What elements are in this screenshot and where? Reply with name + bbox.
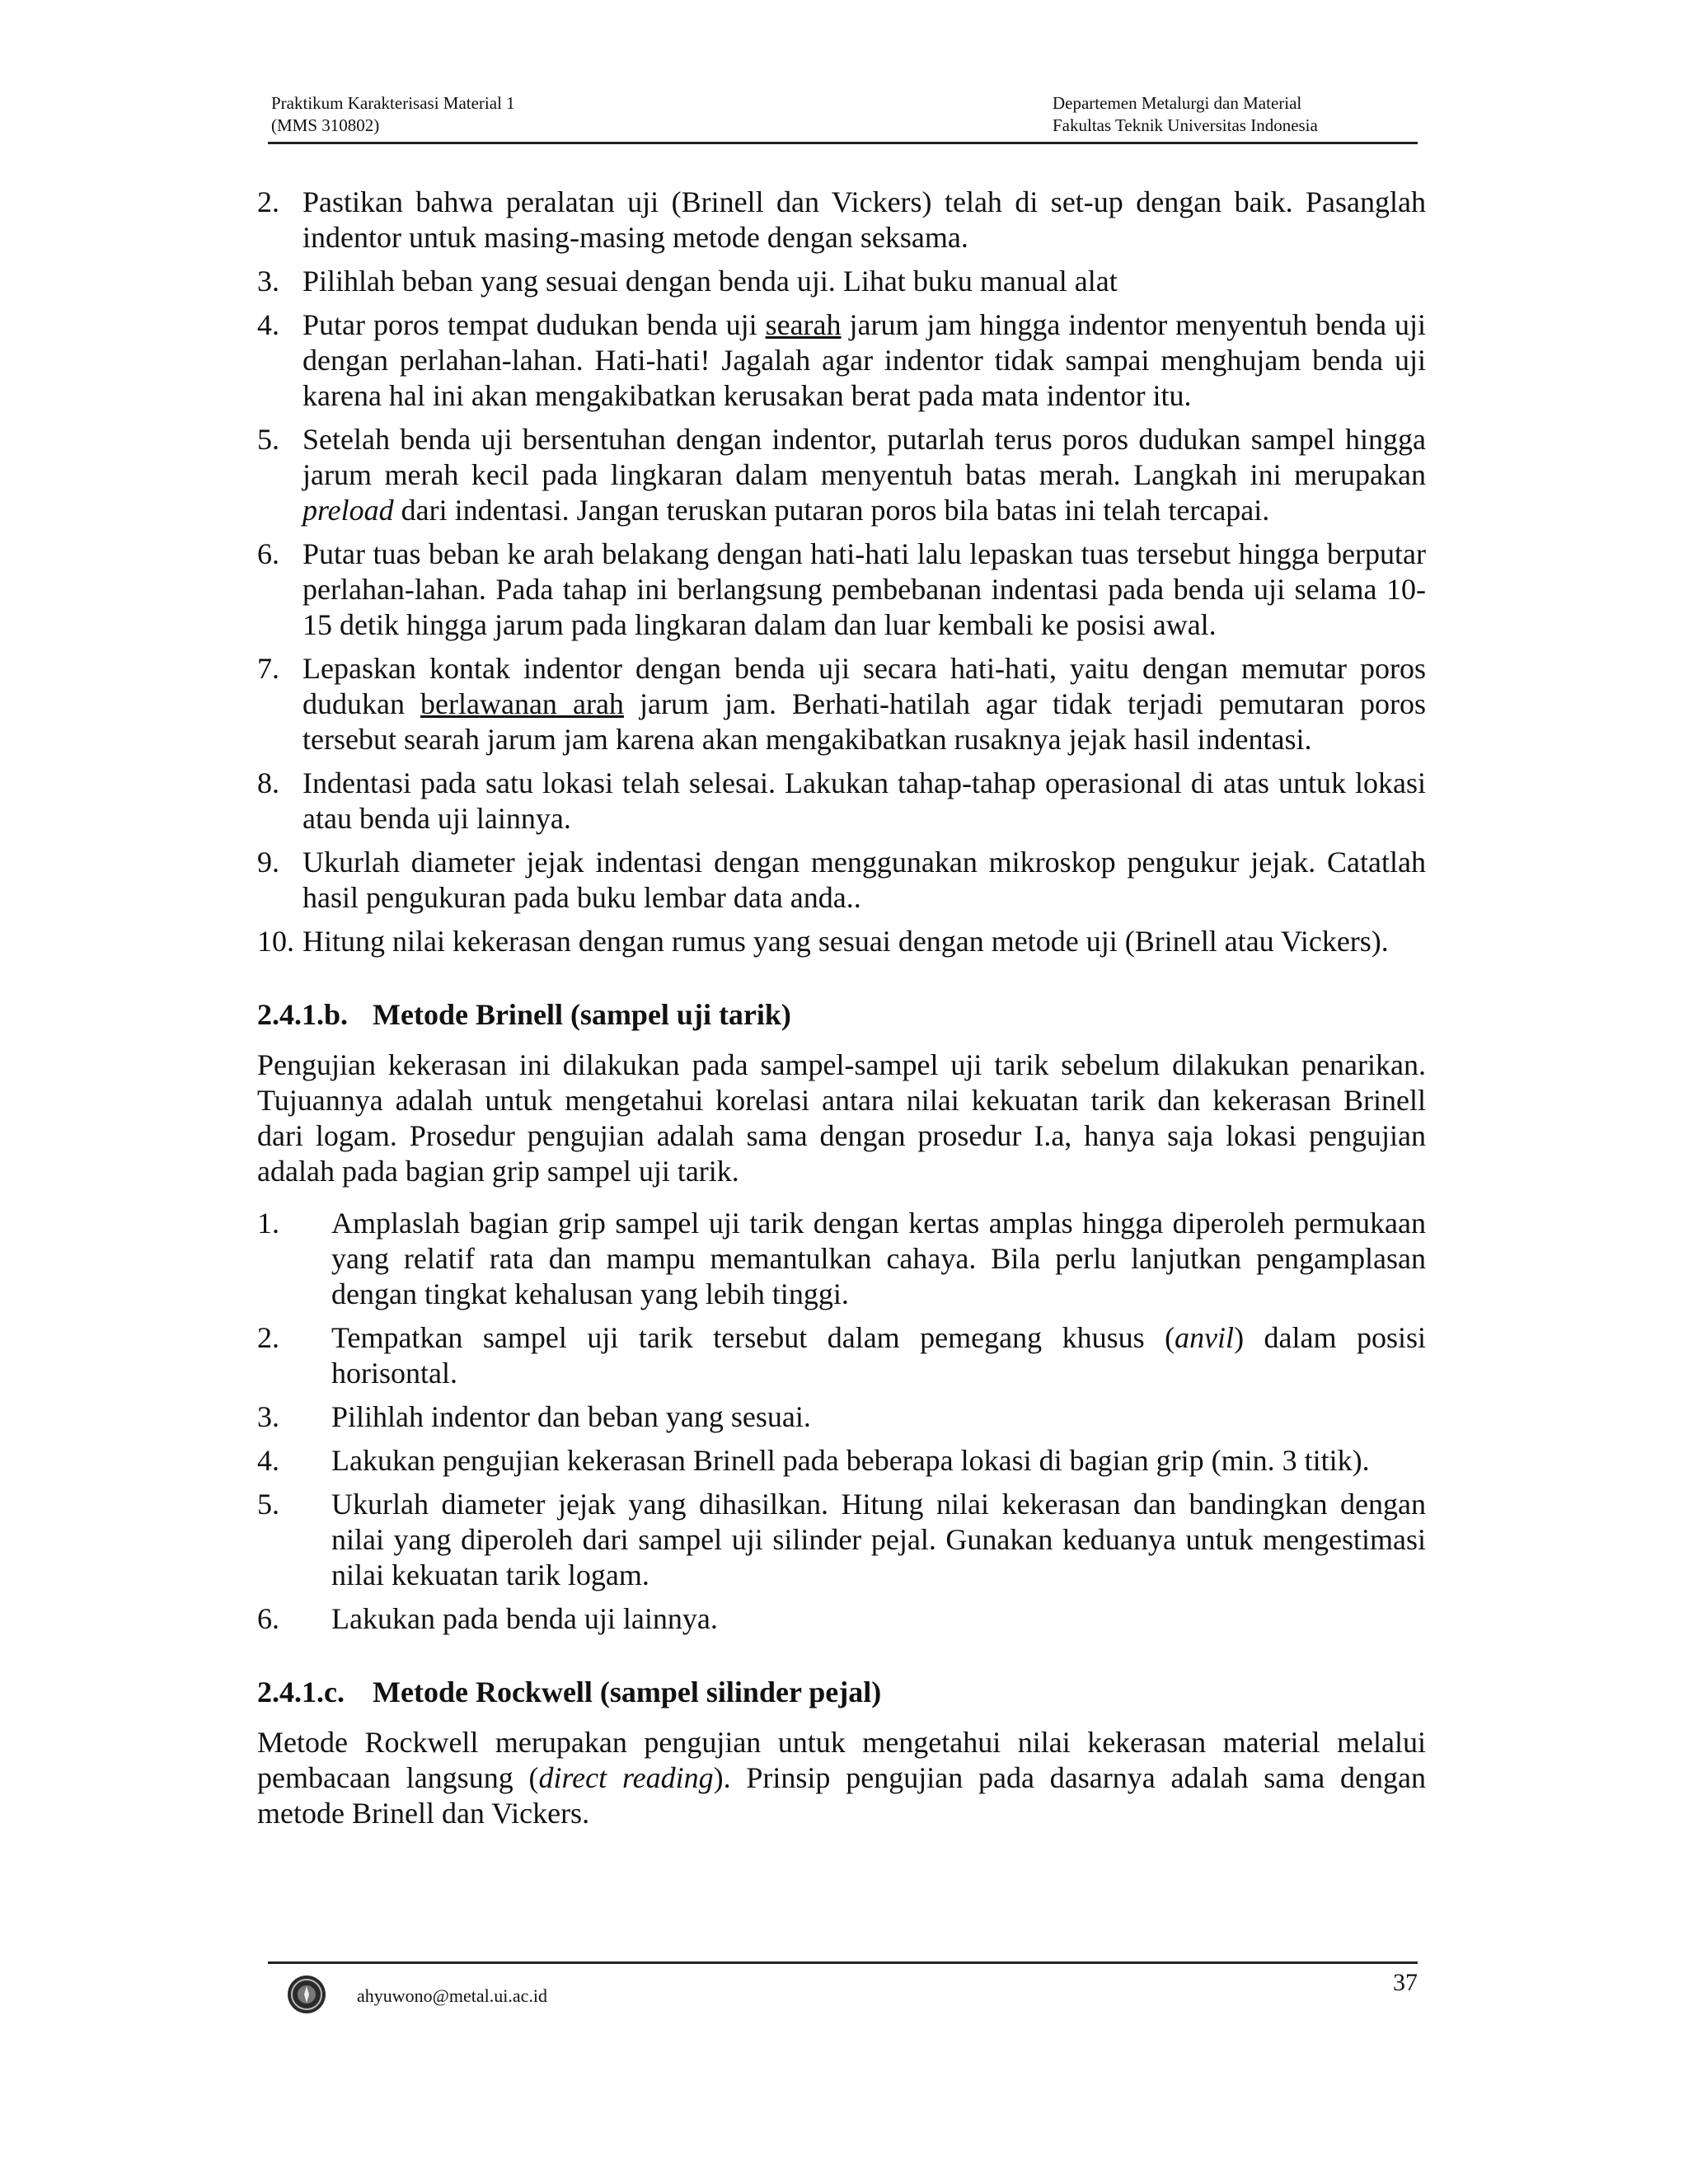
underlined-word: berlawanan arah bbox=[420, 687, 624, 720]
list-item: 8. Indentasi pada satu lokasi telah selesai. Lakukan tahap-tahap operasional di atas untuk lokasi atau benda uji lainnya. bbox=[257, 766, 1426, 835]
procedure-list-b bbox=[257, 1206, 1426, 1637]
list-item: 7. Lepaskan kontak indentor dengan benda uji secara hati-hati, yaitu dengan memutar poros dudukan berlawanan arah jarum jam. Berhati-hatilah agar tidak terjadi pemutaran poros tersebut searah jarum jam karena akan mengakibatkan rusaknya jejak hasil indentasi. bbox=[257, 652, 1426, 756]
list-item: 9. Ukurlah diameter jejak indentasi dengan menggunakan mikroskop pengukur jejak. Catatlah hasil pengukuran pada buku lembar data anda.. bbox=[257, 846, 1426, 914]
section-b-intro: Pengujian kekerasan ini dilakukan pada sampel-sampel uji tarik sebelum dilakukan penarikan. Tujuannya adalah untuk mengetahui korelasi antara nilai kekuatan tarik dan kekerasan Brinell dari logam. Prosedur pengujian adalah sama dengan prosedur I.a, hanya saja lokasi pengujian adalah pada bagian grip sampel uji tarik. bbox=[257, 1048, 1426, 1188]
page-body bbox=[257, 185, 1426, 1848]
list-item: 4. Lakukan pengujian kekerasan Brinell pada beberapa lokasi di bagian grip (min. 3 titik). bbox=[257, 1444, 1370, 1477]
list-item: 5. Setelah benda uji bersentuhan dengan indentor, putarlah terus poros dudukan sampel hingga jarum merah kecil pada lingkaran dalam menyentuh batas merah. Langkah ini merupakan preload dari indentasi. Jangan teruskan putaran poros bila batas ini telah tercapai. bbox=[257, 423, 1426, 527]
page-number: 37 bbox=[1393, 1969, 1418, 1996]
section-heading-b: 2.4.1.b. Metode Brinell (sampel uji tarik) bbox=[257, 998, 791, 1031]
list-item: 2. Pastikan bahwa peralatan uji (Brinell dan Vickers) telah di set-up dengan baik. Pasanglah indentor untuk masing-masing metode dengan seksama. bbox=[257, 185, 1426, 254]
author-email: ahyuwono@metal.ui.ac.id bbox=[357, 1985, 548, 2006]
italic-term: anvil bbox=[1175, 1321, 1235, 1354]
list-item: 1. Amplaslah bagian grip sampel uji tarik dengan kertas amplas hingga diperoleh permukaan yang relatif rata dan mampu memantulkan cahaya. Bila perlu lanjutkan pengamplasan dengan tingkat kehalusan yang lebih tinggi. bbox=[257, 1207, 1426, 1310]
procedure-list-a bbox=[257, 185, 1426, 959]
header-left bbox=[271, 92, 515, 137]
course-code: (MMS 310802) bbox=[271, 115, 380, 135]
list-item: 6. Putar tuas beban ke arah belakang dengan hati-hati lalu lepaskan tuas tersebut hingga berputar perlahan-lahan. Pada tahap ini berlangsung pembebanan indentasi pada benda uji selama 10-15 detik hingga jarum pada lingkaran dalam dan luar kembali ke posisi awal. bbox=[257, 537, 1426, 641]
underlined-word: searah bbox=[765, 308, 842, 341]
faculty-name: Fakultas Teknik Universitas Indonesia bbox=[1053, 115, 1318, 135]
page-footer bbox=[268, 1961, 1418, 2022]
list-item: 3. Pilihlah beban yang sesuai dengan benda uji. Lihat buku manual alat bbox=[257, 265, 1118, 298]
italic-term: direct reading bbox=[538, 1761, 714, 1794]
course-title: Praktikum Karakterisasi Material 1 bbox=[271, 93, 515, 113]
list-item: 2. Tempatkan sampel uji tarik tersebut dalam pemegang khusus (anvil) dalam posisi horisontal. bbox=[257, 1321, 1426, 1390]
section-heading-c: 2.4.1.c. Metode Rockwell (sampel silinder pejal) bbox=[257, 1675, 882, 1708]
page-header bbox=[268, 92, 1418, 144]
list-item: 5. Ukurlah diameter jejak yang dihasilkan. Hitung nilai kekerasan dan bandingkan dengan nilai yang diperoleh dari sampel uji silinder pejal. Gunakan keduanya untuk mengestimasi nilai kekuatan tarik logam. bbox=[257, 1488, 1426, 1591]
list-item: 6. Lakukan pada benda uji lainnya. bbox=[257, 1602, 718, 1635]
list-item: 10. Hitung nilai kekerasan dengan rumus yang sesuai dengan metode uji (Brinell atau Vickers). bbox=[257, 925, 1389, 958]
department-name: Departemen Metalurgi dan Material bbox=[1053, 93, 1302, 113]
list-item: 3. Pilihlah indentor dan beban yang sesuai. bbox=[257, 1400, 811, 1433]
header-right bbox=[1053, 92, 1318, 137]
university-seal-icon bbox=[286, 1974, 327, 2015]
section-c-intro: Metode Rockwell merupakan pengujian untuk mengetahui nilai kekerasan material melalui pembacaan langsung (direct reading). Prinsip pengujian pada dasarnya adalah sama dengan metode Brinell dan Vickers. bbox=[257, 1726, 1427, 1830]
list-item: 4. Putar poros tempat dudukan benda uji searah jarum jam hingga indentor menyentuh benda uji dengan perlahan-lahan. Hati-hati! Jagalah agar indentor tidak sampai menghujam benda uji karena hal ini akan mengakibatkan kerusakan berat pada mata indentor itu. bbox=[257, 308, 1427, 412]
italic-term: preload bbox=[302, 494, 394, 527]
